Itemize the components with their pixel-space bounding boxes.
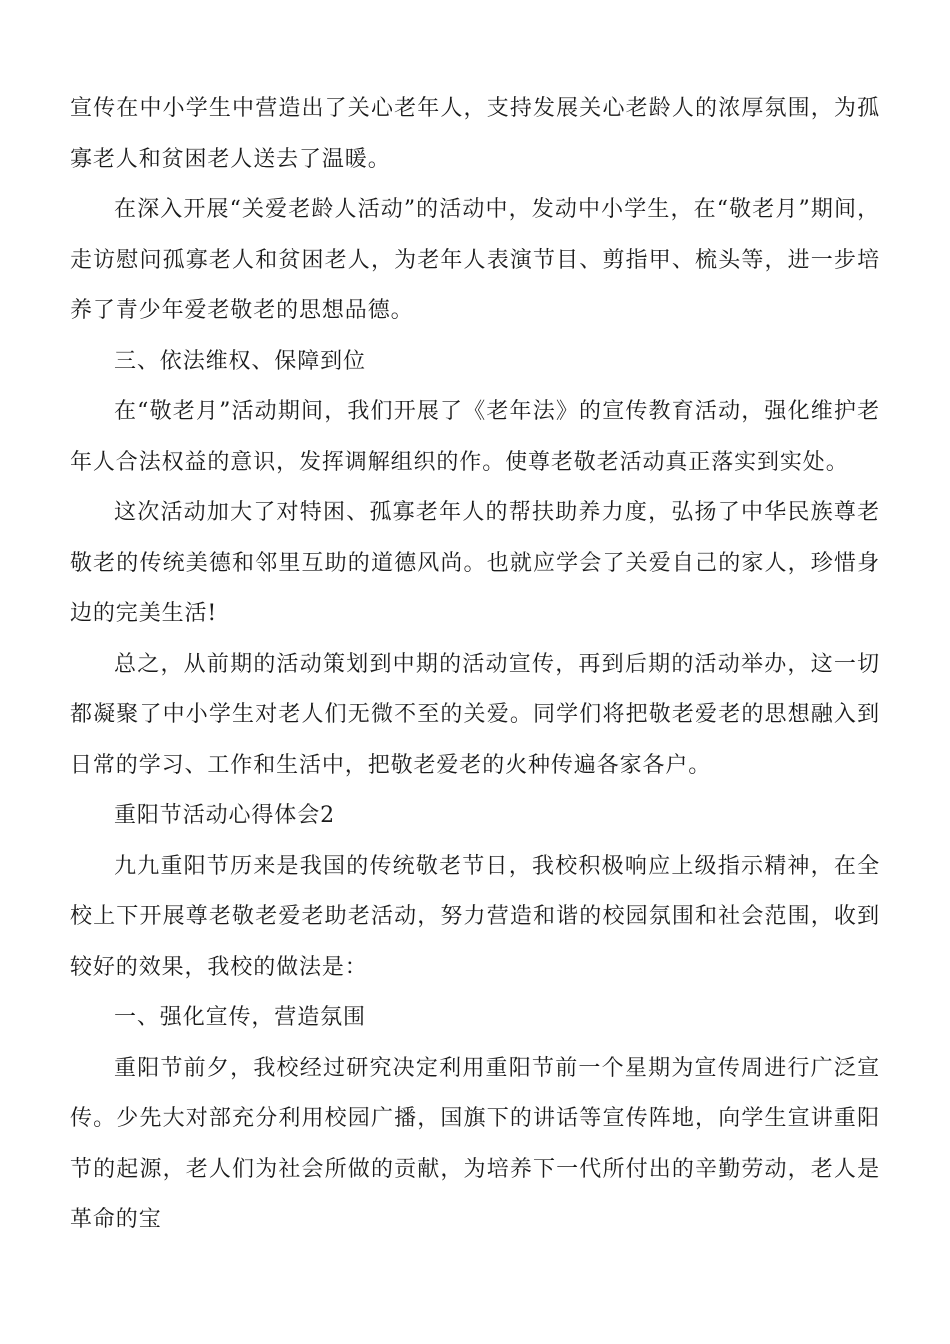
section-heading-rights: 三、依法维权、保障到位 bbox=[114, 348, 366, 374]
paragraph-law-education: 在“敬老月”活动期间，我们开展了《老年法》的宣传教育活动，强化维护老年人合法权益的意识，发挥调解组织的作。使尊老敬老活动真正落实到实处。 bbox=[70, 399, 880, 475]
paragraph-activity-impact: 这次活动加大了对特困、孤寡老年人的帮扶助养力度，弘扬了中华民族尊老敬老的传统美德和邻里互助的道德风尚。也就应学会了关爱自己的家人，珍惜身边的完美生活! bbox=[70, 500, 880, 626]
paragraph-publicity-week: 重阳节前夕，我校经过研究决定利用重阳节前一个星期为宣传周进行广泛宣传。少先大对部充分利用校园广播，国旗下的讲话等宣传阵地，向学生宣讲重阳节的起源，老人们为社会所做的贡献，为培养下一代所付出的辛勤劳动，老人是革命的宝 bbox=[70, 1055, 880, 1232]
section-heading-publicity: 一、强化宣传，营造氛围 bbox=[114, 1005, 366, 1030]
section-title-reflection-2: 重阳节活动心得体会2 bbox=[114, 803, 335, 828]
paragraph-double-ninth-intro: 九九重阳节历来是我国的传统敬老节日，我校积极响应上级指示精神，在全校上下开展尊老敬老爱老助老活动，努力营造和谐的校园氛围和社会范围，收到较好的效果，我校的做法是： bbox=[70, 853, 880, 980]
paragraph-care-activity: 在深入开展“关爱老龄人活动”的活动中，发动中小学生，在“敬老月”期间，走访慰问孤寡老人和贫困老人，为老年人表演节目、剪指甲、梳头等，进一步培养了青少年爱老敬老的思想品德。 bbox=[70, 197, 880, 323]
document-body bbox=[70, 84, 880, 1246]
paragraph-summary: 总之，从前期的活动策划到中期的活动宣传，再到后期的活动举办，这一切都凝聚了中小学生对老人们无微不至的关爱。同学们将把敬老爱老的思想融入到日常的学习、工作和生活中，把敬老爱老的火种传遍各家各户。 bbox=[70, 651, 880, 778]
paragraph-intro-continuation: 宣传在中小学生中营造出了关心老年人，支持发展关心老龄人的浓厚氛围，为孤寡老人和贫困老人送去了温暖。 bbox=[70, 96, 880, 172]
